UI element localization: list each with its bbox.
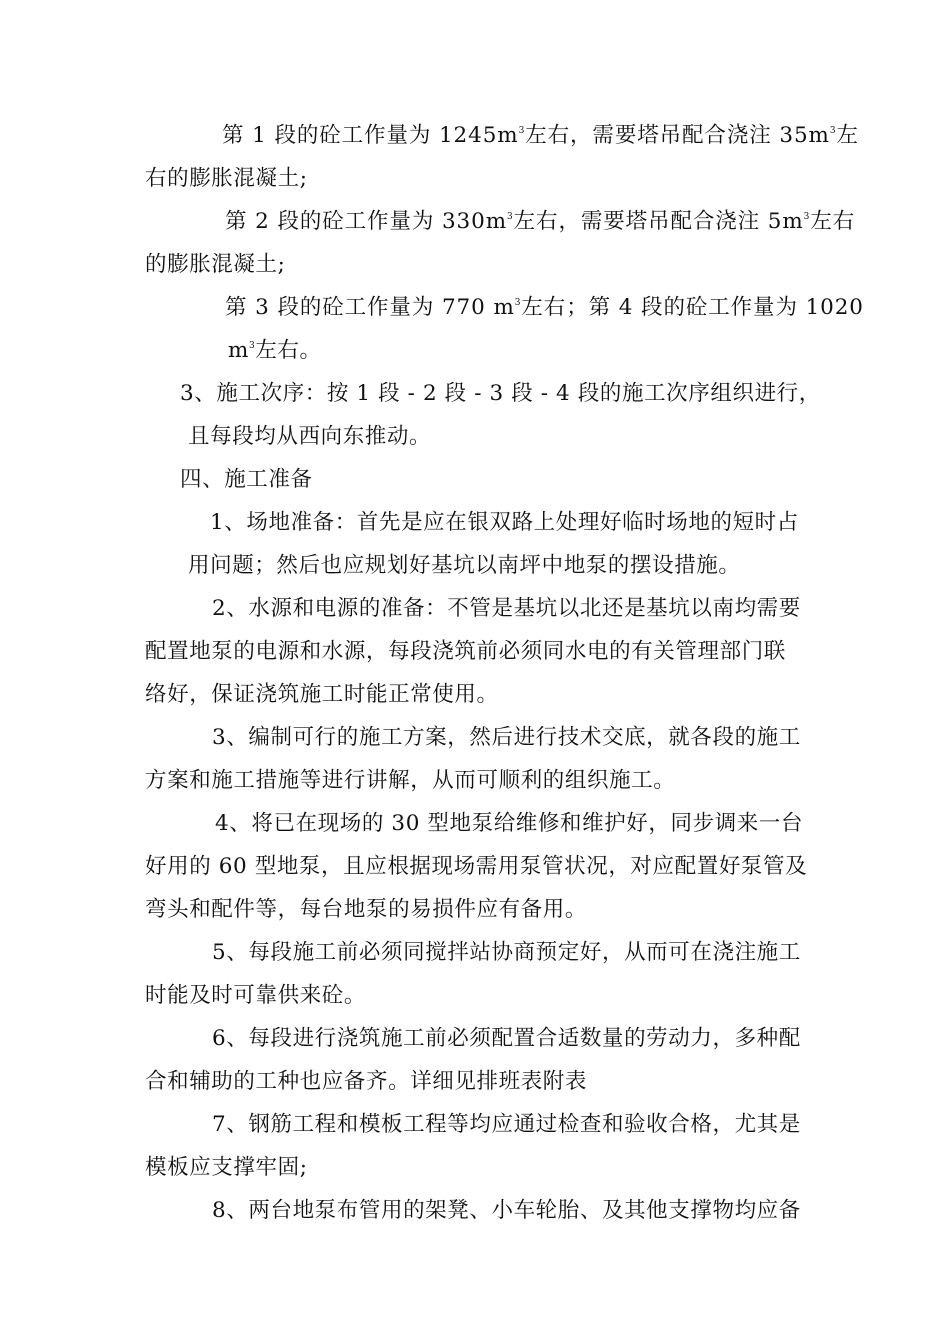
- text-line: 4、将已在现场的 30 型地泵给维修和维护好，同步调来一台: [215, 811, 804, 836]
- text-line: 时能及时可靠供来砼。: [145, 983, 367, 1008]
- text-line: 3、编制可行的施工方案，然后进行技术交底，就各段的施工: [212, 725, 801, 750]
- text-span: 左右，需要塔吊配合浇注 5m: [513, 209, 804, 234]
- text-line: 7、钢筋工程和模板工程等均应通过检查和验收合格，尤其是: [212, 1112, 801, 1137]
- text-span: 左右: [810, 209, 856, 234]
- text-line: 方案和施工措施等进行讲解，从而可顺利的组织施工。: [145, 768, 676, 793]
- text-span: 第 1 段的砼工作量为 1245m: [222, 123, 519, 148]
- text-span: 第 3 段的砼工作量为 770 m: [225, 295, 515, 320]
- text-span: m: [228, 338, 249, 363]
- text-span: 左右。: [255, 338, 322, 363]
- superscript: 3: [803, 212, 811, 222]
- text-line: 6、每段进行浇筑施工前必须配置合适数量的劳动力，多种配: [212, 1026, 801, 1051]
- text-span: 第 2 段的砼工作量为 330m: [225, 209, 508, 234]
- section-heading: 四、施工准备: [180, 467, 313, 492]
- text-line: [225, 294, 864, 322]
- text-line: 1、场地准备：首先是应在银双路上处理好临时场地的短时占: [210, 510, 799, 535]
- text-line: [225, 208, 855, 236]
- text-line: 好用的 60 型地泵，且应根据现场需用泵管状况，对应配置好泵管及: [145, 854, 808, 879]
- superscript: 3: [507, 212, 514, 222]
- text-line: 用问题；然后也应规划好基坑以南坪中地泵的摆设措施。: [188, 553, 741, 578]
- text-line: 的膨胀混凝土;: [145, 252, 286, 277]
- superscript: 3: [829, 126, 837, 136]
- text-line: 络好，保证浇筑施工时能正常使用。: [145, 682, 499, 707]
- text-line: 弯头和配件等，每台地泵的易损件应有备用。: [145, 897, 588, 922]
- text-line: 合和辅助的工种也应备齐。详细见排班表附表: [145, 1069, 588, 1094]
- superscript: 3: [249, 341, 256, 351]
- text-line: 2、水源和电源的准备：不管是基坑以北还是基坑以南均需要: [212, 596, 801, 621]
- text-line: 右的膨胀混凝土;: [145, 166, 308, 191]
- text-line: 且每段均从西向东推动。: [188, 424, 432, 449]
- text-span: 左右，需要塔吊配合浇注 35m: [525, 123, 830, 148]
- text-line: 配置地泵的电源和水源，每段浇筑前必须同水电的有关管理部门联: [145, 639, 786, 664]
- text-line: 模板应支撑牢固;: [145, 1155, 308, 1180]
- superscript: 3: [518, 126, 526, 136]
- superscript: 3: [514, 298, 522, 308]
- text-line: [228, 337, 322, 365]
- text-line: [222, 122, 859, 150]
- text-span: 左右；第 4 段的砼工作量为 1020: [521, 295, 864, 320]
- text-line: 5、每段施工前必须同搅拌站协商预定好，从而可在浇注施工: [212, 940, 801, 965]
- text-line: 3、施工次序：按 1 段 - 2 段 - 3 段 - 4 段的施工次序组织进行，: [180, 381, 821, 406]
- text-span: 左: [836, 123, 859, 148]
- text-line: 8、两台地泵布管用的架凳、小车轮胎、及其他支撑物均应备: [212, 1198, 801, 1223]
